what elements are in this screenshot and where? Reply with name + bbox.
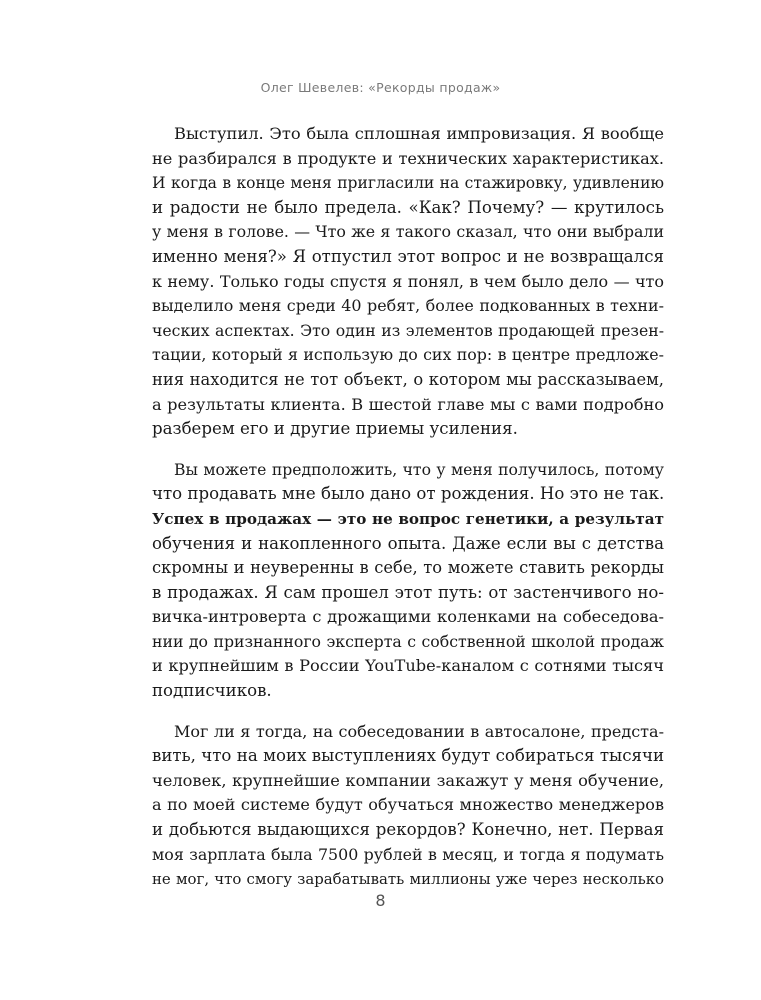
text-line: ния находится не тот объект, о котором мы рассказываем,: [152, 369, 664, 389]
text-line: обучения и накопленного опыта. Даже если вы с детства: [152, 533, 664, 553]
text-line: что продавать мне было дано от рождения. Но это не так.: [152, 484, 665, 504]
text-line: подписчиков.: [152, 681, 272, 701]
text-line-emphasis: [152, 507, 664, 532]
text-line: И когда в конце меня пригласили на стажировку, удивлению: [152, 174, 664, 193]
text-line: к нему. Только годы спустя я понял, в чем было дело — что: [152, 271, 664, 291]
text-line: Мог ли я тогда, на собеседовании в автосалоне, предста-: [174, 721, 664, 741]
paragraph-2: [152, 458, 664, 704]
text-line: разберем его и другие приемы усиления.: [152, 419, 518, 439]
text-line: вичка-интроверта с дрожащими коленками на собеседова-: [152, 607, 664, 627]
text-line: Выступил. Это была сплошная импровизация. Я вообще: [174, 124, 664, 143]
text-line: а результаты клиента. В шестой главе мы с вами подробно: [152, 394, 664, 414]
bold-phrase: Успех в продажах — это не вопрос генетики, а результат: [152, 509, 664, 528]
page-number: 8: [375, 891, 386, 910]
text-line: и радости не было предела. «Как? Почему? — крутилось: [152, 197, 664, 217]
text-line: и добьются выдающихся рекордов? Конечно, нет. Первая: [152, 820, 664, 840]
text-line: не мог, что смогу зарабатывать миллионы уже через несколько: [152, 870, 664, 889]
text-line: и крупнейшим в России YouTube-каналом с сотнями тысяч: [152, 656, 664, 676]
text-line: скромны и неуверенны в себе, то можете ставить рекорды: [152, 558, 664, 578]
text-line: тации, который я использую до сих пор: в центре предложе-: [152, 345, 664, 365]
body-text: [152, 122, 664, 892]
text-line: Вы можете предположить, что у меня получилось, потому: [174, 459, 664, 479]
text-line: в продажах. Я сам прошел этот путь: от застенчивого но-: [152, 582, 664, 602]
text-line: моя зарплата была 7500 рублей в месяц, и тогда я подумать: [152, 844, 664, 864]
text-line: нии до признанного эксперта с собственной школой продаж: [152, 631, 664, 651]
text-line: именно меня?» Я отпустил этот вопрос и не возвращался: [152, 246, 664, 266]
paragraph-3: [152, 720, 664, 892]
running-header: Олег Шевелев: «Рекорды продаж»: [260, 80, 501, 95]
text-line: человек, крупнейшие компании закажут у меня обучение,: [152, 770, 664, 790]
text-line: вить, что на моих выступлениях будут собираться тысячи: [152, 746, 664, 766]
text-line: ческих аспектах. Это один из элементов продающей презен-: [152, 320, 664, 340]
text-line: не разбирался в продукте и технических характеристиках.: [152, 148, 664, 168]
text-line: а по моей системе будут обучаться множество менеджеров: [152, 795, 664, 815]
text-line: у меня в голове. — Что же я такого сказал, что они выбрали: [152, 222, 664, 242]
paragraph-1: [152, 122, 664, 442]
text-line: выделило меня среди 40 ребят, более подкованных в техни-: [152, 296, 664, 316]
